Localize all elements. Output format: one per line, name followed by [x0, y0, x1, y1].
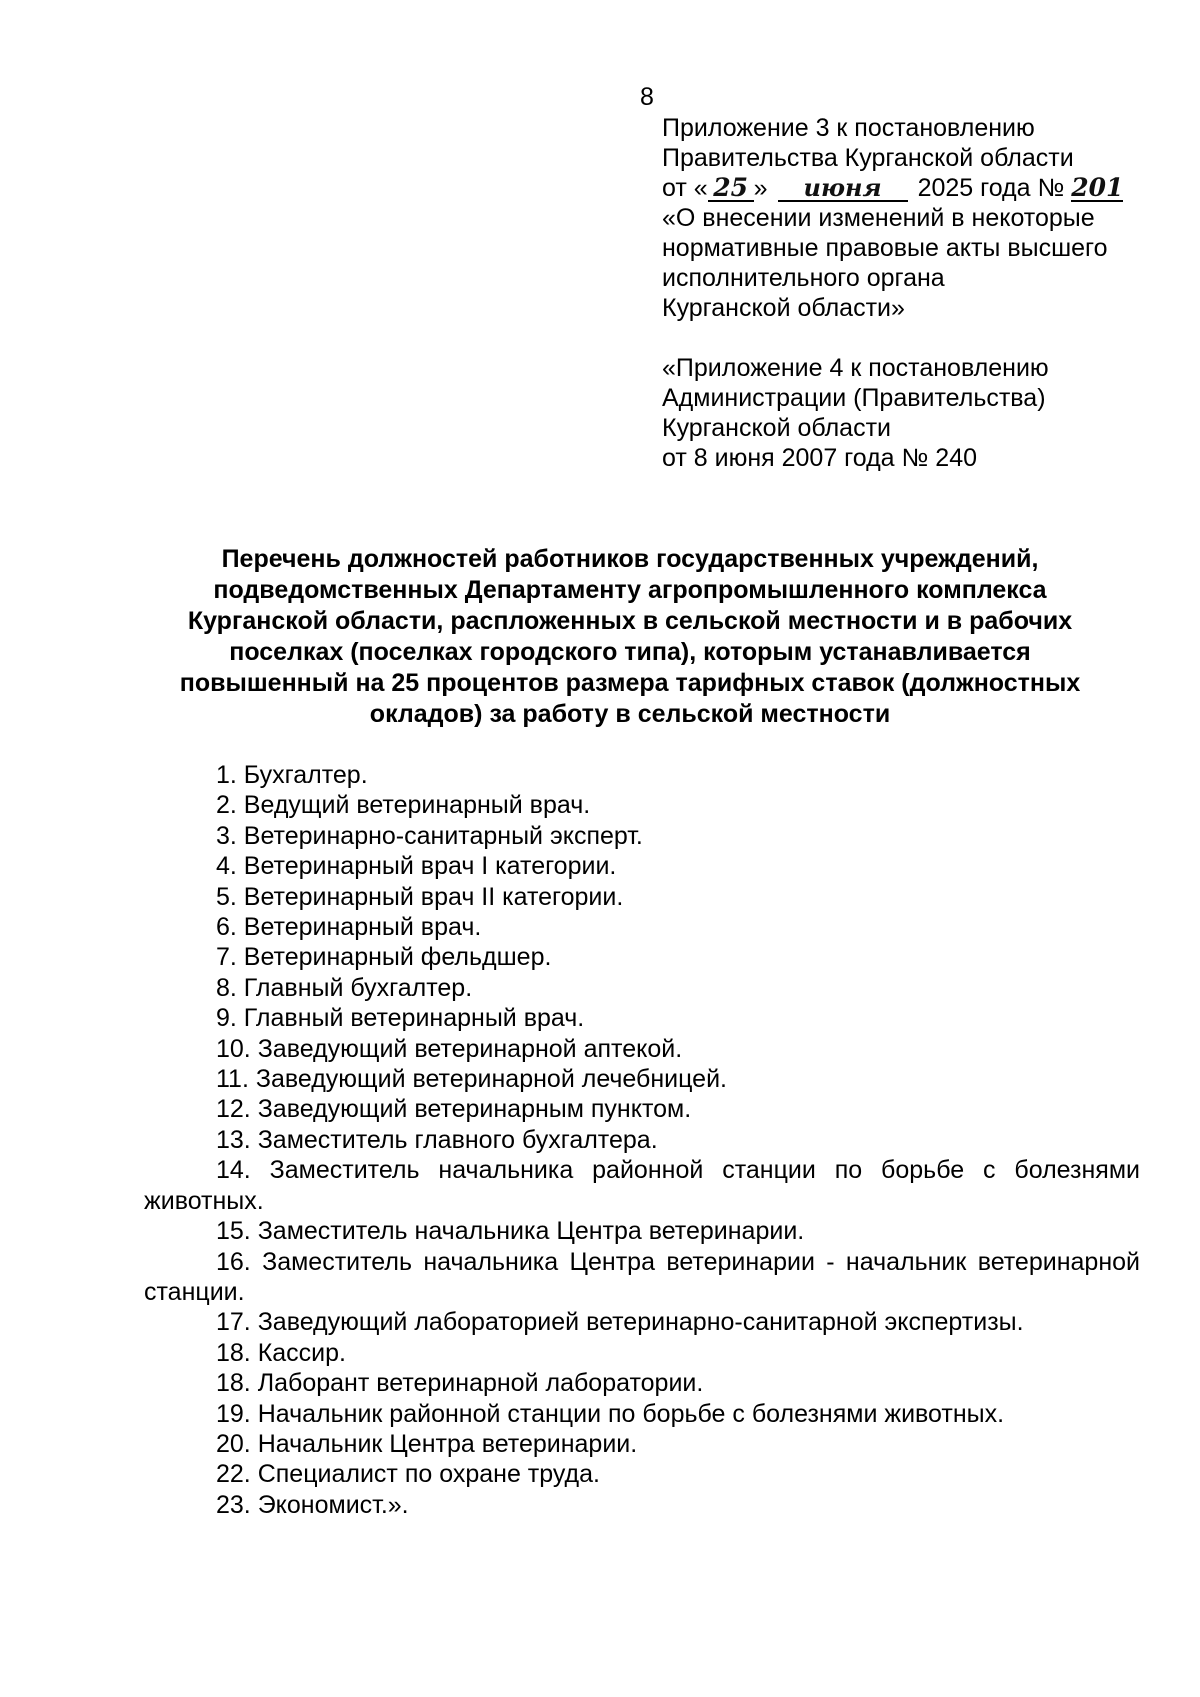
- handwritten-day: 25: [708, 176, 754, 202]
- document-title: [140, 544, 1120, 730]
- appendix-header: [662, 113, 1182, 473]
- list-item: 11. Заведующий ветеринарной лечебницей.: [216, 1065, 727, 1094]
- list-item: 2. Ведущий ветеринарный врач.: [216, 791, 591, 820]
- list-item: 12. Заведующий ветеринарным пунктом.: [216, 1095, 692, 1124]
- date-prefix: от «: [662, 174, 708, 202]
- list-item: 13. Заместитель главного бухгалтера.: [216, 1125, 658, 1154]
- header-line-6: исполнительного органа: [662, 264, 945, 292]
- header-line-4: «О внесении изменений в некоторые: [662, 204, 1095, 232]
- list-item: 5. Ветеринарный врач II категории.: [216, 882, 624, 911]
- handwritten-month: июня: [778, 176, 908, 202]
- reference-line-4: от 8 июня 2007 года № 240: [662, 444, 978, 472]
- title-line-6: окладов) за работу в сельской местности: [369, 700, 891, 728]
- positions-list: [144, 760, 1140, 1520]
- list-item: 23. Экономист.».: [216, 1490, 409, 1519]
- title-line-3: Курганской области, распложенных в сельской местности и в рабочих: [187, 607, 1073, 635]
- handwritten-number: 201: [1071, 173, 1124, 202]
- header-line-7: Курганской области»: [662, 294, 905, 322]
- list-item: 8. Главный бухгалтер.: [216, 973, 473, 1002]
- header-line-2: Правительства Курганской области: [662, 144, 1074, 172]
- list-item: 7. Ветеринарный фельдшер.: [216, 943, 552, 972]
- date-mid: »: [753, 174, 768, 202]
- header-line-5: нормативные правовые акты высшего: [662, 234, 1108, 262]
- list-item: 17. Заведующий лабораторией ветеринарно-санитарной экспертизы.: [216, 1308, 1024, 1337]
- reference-line-3: Курганской области: [662, 414, 892, 442]
- list-item: 4. Ветеринарный врач I категории.: [216, 852, 617, 881]
- reference-line-1: «Приложение 4 к постановлению: [662, 354, 1049, 382]
- list-item: 3. Ветеринарно-санитарный эксперт.: [216, 821, 643, 850]
- title-line-2: подведомственных Департаменту агропромышленного комплекса: [213, 576, 1047, 604]
- list-item: 6. Ветеринарный врач.: [216, 913, 482, 942]
- list-item: 15. Заместитель начальника Центра ветеринарии.: [216, 1217, 805, 1246]
- list-item: 16. Заместитель начальника Центра ветеринарии - начальник ветеринарной станции.: [144, 1247, 1140, 1306]
- date-year-text: 2025 года №: [917, 174, 1065, 202]
- header-date-line: [662, 173, 1182, 203]
- title-line-4: поселках (поселках городского типа), которым устанавливается: [229, 638, 1031, 666]
- header-spacer: [662, 323, 1182, 353]
- list-item: 10. Заведующий ветеринарной аптекой.: [216, 1034, 683, 1063]
- list-item: 20. Начальник Центра ветеринарии.: [216, 1429, 638, 1458]
- list-item: 18. Кассир.: [216, 1338, 346, 1367]
- list-item: 1. Бухгалтер.: [216, 761, 368, 789]
- list-item: 19. Начальник районной станции по борьбе с болезнями животных.: [216, 1399, 1005, 1428]
- page-number: 8: [640, 83, 654, 111]
- list-item: 22. Специалист по охране труда.: [216, 1460, 600, 1489]
- title-line-1: Перечень должностей работников государственных учреждений,: [221, 545, 1039, 573]
- reference-line-2: Администрации (Правительства): [662, 384, 1046, 412]
- list-item: 14. Заместитель начальника районной станции по борьбе с болезнями животных.: [144, 1156, 1140, 1215]
- list-item: 18. Лаборант ветеринарной лаборатории.: [216, 1369, 704, 1398]
- list-item: 9. Главный ветеринарный врач.: [216, 1004, 585, 1033]
- header-line-1: Приложение 3 к постановлению: [662, 114, 1035, 142]
- title-line-5: повышенный на 25 процентов размера тарифных ставок (должностных: [179, 669, 1081, 697]
